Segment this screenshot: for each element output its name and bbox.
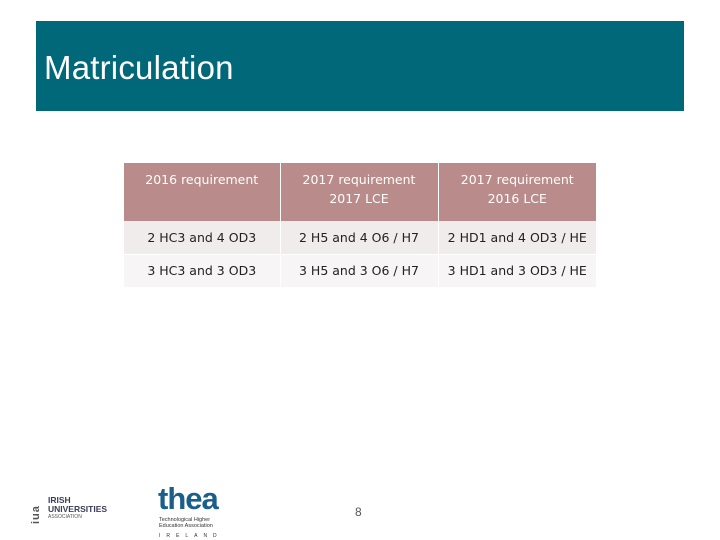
table-row: [124, 221, 596, 254]
iua-logo: [30, 494, 120, 526]
header-2017-requirement-2016-lce: [438, 163, 596, 221]
header-label: 2017 requirement: [460, 172, 574, 187]
table-row: [124, 254, 596, 287]
iua-mark: iua: [30, 505, 42, 524]
slide-title: Matriculation: [44, 49, 234, 86]
header-sublabel: 2017 LCE: [329, 191, 389, 206]
header-label: 2016 requirement: [145, 172, 259, 187]
iua-line-3: ASSOCIATION: [48, 514, 82, 520]
thea-subtitle: Technological Higher Education Association: [159, 517, 213, 529]
header-sublabel: 2016 LCE: [487, 191, 547, 206]
table-cell: 3 H5 and 3 O6 / H7: [280, 254, 438, 287]
thea-country: IRELAND: [159, 533, 223, 539]
iua-wordmark: [48, 496, 107, 521]
table-header-row: [124, 163, 596, 221]
header-2017-requirement-2017-lce: [280, 163, 438, 221]
header-label: 2017 requirement: [302, 172, 416, 187]
table-cell: 2 HD1 and 4 OD3 / HE: [438, 221, 596, 254]
page-number: 8: [355, 505, 362, 519]
table-cell: 2 HC3 and 4 OD3: [124, 221, 280, 254]
thea-wordmark: thea: [158, 481, 218, 516]
iua-line-2: UNIVERSITIES: [48, 504, 108, 514]
header-2016-requirement: [124, 163, 280, 221]
requirements-table: [124, 163, 596, 288]
iua-line-1: IRISH: [48, 495, 71, 505]
table-cell: 3 HD1 and 3 OD3 / HE: [438, 254, 596, 287]
thea-logo: [158, 481, 223, 539]
title-bar: [36, 21, 684, 111]
table-cell: 2 H5 and 4 O6 / H7: [280, 221, 438, 254]
table-cell: 3 HC3 and 3 OD3: [124, 254, 280, 287]
